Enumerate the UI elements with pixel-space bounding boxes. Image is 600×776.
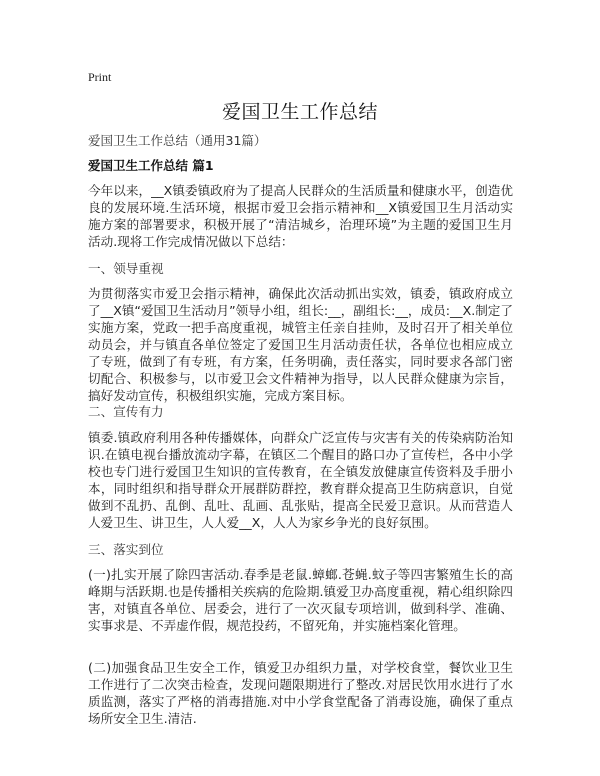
- section-heading-implementation: 三、落实到位: [88, 542, 164, 557]
- print-label[interactable]: Print: [88, 70, 112, 84]
- article-heading: 爱国卫生工作总结 篇1: [88, 158, 214, 173]
- section-paragraph: (二)加强食品卫生安全工作，镇爱卫办组织力量，对学校食堂，餐饮业卫生工作进行了二次突击检查，发现问题限期进行了整改.对居民饮用水进行了水质监测，落实了严格的消毒措施.对中小学食堂配备了消毒设施，确保了重点场所安全卫生.清洁.: [88, 660, 513, 726]
- document-title: 爱国卫生工作总结: [221, 101, 378, 123]
- section-paragraph: (一)扎实开展了除四害活动.春季是老鼠.蟑螂.苍蝇.蚊子等四害繁殖生长的高峰期与活跃期.也是传播相关疾病的危险期.镇爱卫办高度重视，精心组织除四害，对镇直各单位、居委会，进行了一次灭鼠专项培训，做到科学、准确、实事求是、不弄虚作假，规范投药，不留死角，并实施档案化管理。: [88, 567, 513, 633]
- section-heading-leadership: 一、领导重视: [88, 261, 164, 276]
- section-paragraph: 镇委.镇政府利用各种传播媒体，向群众广泛宣传与灾害有关的传染病防治知识.在镇电视台播放流动字幕，在镇区二个醒目的路口办了宣传栏，各中小学校也专门进行爱国卫生知识的宣传教育，在全镇发放健康宣传资料及手册小本，同时组织和指导群众开展群防群控，教育群众提高卫生防病意识，自觉做到不乱扔、乱倒、乱吐、乱画、乱张贴，提高全民爱卫意识。从而营造人人爱卫生、讲卫生，人人爱__X，人人为家乡争光的良好氛围。: [88, 430, 513, 530]
- document-subtitle: 爱国卫生工作总结（通用31篇）: [88, 133, 267, 148]
- intro-paragraph: 今年以来，__X镇委镇政府为了提高人民群众的生活质量和健康水平，创造优良的发展环境.生活环境，根据市爱卫会指示精神和__X镇爱国卫生月活动实施方案的部署要求，积极开展了“清洁城乡，治理环境”为主题的爱国卫生月活动.现将工作完成情况做以下总结：: [88, 183, 513, 249]
- section-heading-publicity: 二、宣传有力: [88, 404, 164, 419]
- section-paragraph: 为贯彻落实市爱卫会指示精神，确保此次活动抓出实效，镇委，镇政府成立了__X镇“爱国卫生活动月”领导小组，组长:__，副组长:__，成员:__X.制定了实施方案，党政一把手高度重视，城管主任亲自挂帅，及时召开了相关单位动员会，并与镇直各单位签定了爱国卫生月活动责任状，各单位也相应成立了专班，做到了有专班，有方案，任务明确，责任落实，同时要求各部门密切配合、积极参与，以市爱卫会文件精神为指导，以人民群众健康为宗旨，搞好发动宣传，积极组织实施，完成方案目标。: [88, 286, 513, 403]
